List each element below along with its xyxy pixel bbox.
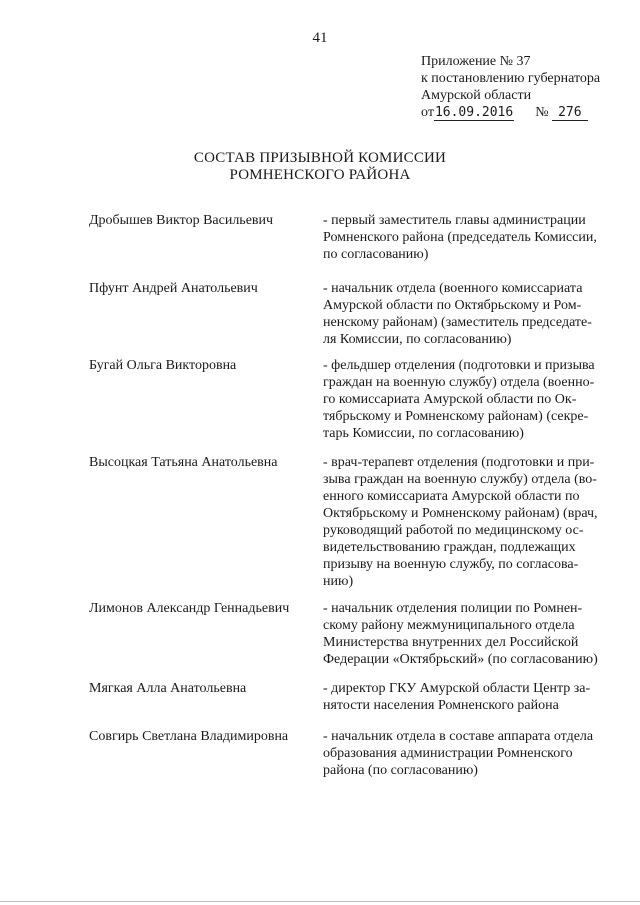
role-line: образования администрации Ромненского [323,746,573,761]
role-line: граждан на военную службу) отдела (военно- [323,375,595,390]
role-line: - начальник отделения полиции по Ромнен- [323,601,583,616]
page-edge-line [0,901,640,902]
member-name: Совгирь Светлана Владимировна [89,729,289,744]
role-line: нятости населения Ромненского района [323,698,559,713]
role-line: - начальник отдела в составе аппарата отдела [323,729,594,744]
member-role [323,280,601,348]
role-line: - директор ГКУ Амурской области Центр за- [323,681,591,696]
decree-number: 276 [552,105,587,121]
role-line: зыва граждан на военную службу) отдела (во- [323,472,597,487]
member-name: Дробышев Виктор Васильевич [89,213,274,228]
role-line: по согласованию) [323,247,429,262]
role-line: Министерства внутренних дел Российской [323,635,579,650]
member-name: Бугай Ольга Викторовна [89,358,237,373]
role-line: Ромненского района (председатель Комиссии, [323,230,597,245]
member-name: Мягкая Алла Анатольевна [89,681,247,696]
role-line: - фельдшер отделения (подготовки и призыва [323,358,595,373]
member-name: Лимонов Александр Геннадьевич [89,601,290,616]
decree-date: 16.09.2016 [434,105,514,120]
appendix-line: Амурской области [421,88,532,103]
role-line: района (по согласованию) [323,763,478,778]
role-line: Октябрьскому и Ромненскому районам) (врач, [323,506,598,521]
member-role [323,600,601,668]
role-line: ля Комиссии, по согласованию) [323,332,512,347]
role-line: - врач-терапевт отделения (подготовки и при- [323,455,595,470]
role-line: призыву на военную службу, по согласова- [323,557,579,572]
role-line: тябрьскому и Ромненскому районам) (секре- [323,409,589,424]
member-name: Высоцкая Татьяна Анатольевна [89,455,278,470]
role-line: Федерации «Октябрьский» (по согласованию) [323,652,598,667]
member-role [323,728,601,779]
member-role [323,357,601,442]
member-role [323,212,601,263]
appendix-header [421,53,600,121]
role-line: - первый заместитель главы администрации [323,213,586,228]
role-line: ненскому районам) (заместитель председате- [323,315,592,330]
number-prefix: № [535,105,549,120]
member-role [323,454,601,590]
role-line: Амурской области по Октябрьскому и Ром- [323,298,582,313]
title-line: СОСТАВ ПРИЗЫВНОЙ КОМИССИИ [193,150,447,166]
title-line: РОМНЕНСКОГО РАЙОНА [229,167,411,183]
date-prefix: от [421,105,434,120]
role-line: руководящий работой по медицинскому ос- [323,523,584,538]
appendix-date-line [421,104,600,121]
role-line: тарь Комиссии, по согласованию) [323,426,524,441]
appendix-line: к постановлению губернатора [421,71,601,86]
role-line: нию) [323,574,354,589]
document-title [0,150,640,184]
page-number: 41 [312,30,328,46]
appendix-line: Приложение № 37 [421,54,531,69]
role-line: скому району межмуниципального отдела [323,618,575,633]
role-line: енного комиссариата Амурской области по [323,489,580,504]
member-role [323,680,601,714]
role-line: - начальник отдела (военного комиссариата [323,281,583,296]
role-line: го комиссариата Амурской области по Ок- [323,392,577,407]
role-line: видетельствованию граждан, подлежащих [323,540,576,555]
member-name: Пфунт Андрей Анатольевич [89,281,258,296]
